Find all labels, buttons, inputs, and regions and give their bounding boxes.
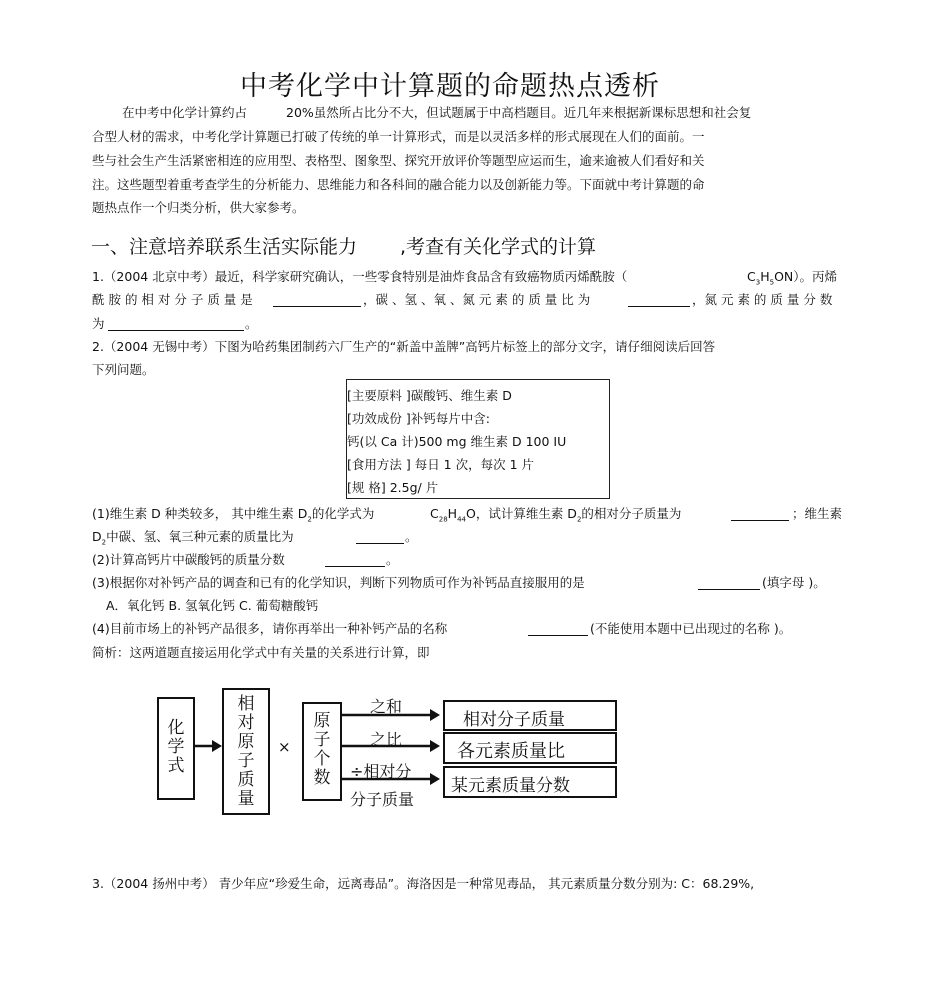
section-heading-part: 一、注意培养联系生活实际能力 [91, 236, 358, 258]
q2-text: (填字母 )。 [762, 575, 826, 590]
q2-text: 。 [386, 552, 399, 567]
intro-line: 20%虽然所占比分不大，但试题属于中高档题目。近几年来根据新课标思想和社会复 [286, 105, 752, 120]
atom-count-box [302, 702, 342, 801]
box-label: 原子个数 [313, 711, 331, 788]
q2-sub4: (4)目前市场上的补钙产品很多，请你再举出一种补钙产品的名称 [92, 621, 448, 636]
q2-sub3: (3)根据你对补钙产品的调查和已有的化学知识，判断下列物质可作为补钙品直接服用的是 [92, 575, 585, 590]
q1-text: 1.（2004 北京中考）最近，科学家研究确认，一些零食特别是油炸食品含有致癌物质丙烯酰胺（ [92, 269, 628, 284]
question-3: 3.（2004 扬州中考） 青少年应“珍爱生命，远离毒品”。海洛因是一种常见毒品， 其元素质量分数分别为: C：68.29%, [92, 876, 755, 891]
q1-text: ，碳 、氢 、氧 、氮 元 素 的 质 量 比 为 [363, 292, 591, 307]
chemical-formula-box [157, 697, 195, 800]
q2-formula: $C_{28}H_{44}O$，试计算维生素 $D_2$的相对分子质量为 [430, 506, 682, 524]
intro-line: 些与社会生产生活紧密相连的应用型、表格型、图象型、探究开放评价等题型应运而生，逾来逾被人们看好和关 [92, 153, 705, 168]
label-line: 钙(以 Ca 计)500 mg 维生素 D 100 IU [347, 434, 567, 449]
q2-text: ；维生素 [792, 506, 843, 521]
intro-line: 合型人材的需求，中考化学计算题已打破了传统的单一计算形式，而是以灵活多样的形式展现在人们的面前。一 [92, 129, 705, 144]
q2-options: A．氧化钙 B. 氢氧化钙 C. 葡萄糖酸钙 [106, 598, 319, 613]
q2-text: 2.（2004 无锡中考）下图为哈药集团制药六厂生产的“新盖中盖牌”高钙片标签上的部分文字，请仔细阅读后回答 [92, 339, 716, 354]
q2-text: (不能使用本题中已出现过的名称 )。 [590, 621, 792, 636]
relative-molecular-mass-box [443, 700, 617, 731]
arrow-label: 分子质量 [350, 790, 415, 809]
label-line: [规 格] 2.5g/ 片 [347, 480, 439, 495]
relative-atomic-mass-box [222, 688, 270, 815]
label-line: [主要原料 ]碳酸钙、维生素 D [347, 388, 512, 403]
box-label: 各元素质量比 [457, 741, 565, 762]
box-label: 相对原子质量 [237, 694, 255, 809]
intro-line: 题热点作一个归类分析，供大家参考。 [92, 200, 305, 215]
q2-text: 下列问题。 [92, 362, 155, 377]
box-label: 某元素质量分数 [451, 776, 570, 796]
label-line: [功效成份 ]补钙每片中含: [347, 411, 490, 426]
q2-sub2: (2)计算高钙片中碳酸钙的质量分数 [92, 552, 285, 567]
arrow-label: 之比 [370, 730, 403, 749]
box-label: 化学式 [167, 718, 185, 776]
label-line: [食用方法 ] 每日 1 次，每次 1 片 [347, 457, 535, 472]
intro-line: 注。这些题型着重考查学生的分析能力、思维能力和各科间的融合能力以及创新能力等。下面就中考计算题的命 [92, 177, 705, 192]
arrow-label: 之和 [370, 697, 403, 716]
q2-text: 。 [405, 529, 418, 544]
q1-formula: $C_3H_5ON$）。丙烯 [747, 269, 838, 287]
element-mass-fraction-box [443, 766, 617, 798]
q1-text: ，氮 元 素 的 质 量 分 数 [692, 292, 833, 307]
multiply-sign: × [278, 738, 291, 756]
intro-line: 在中考中化学计算约占 [122, 105, 248, 120]
element-mass-ratio-box [443, 732, 617, 764]
q1-text: 。 [245, 316, 258, 331]
section-heading-part: ,考查有关化学式的计算 [400, 236, 597, 258]
analysis-text: 简析：这两道题直接运用化学式中有关量的关系进行计算，即 [92, 645, 430, 660]
q1-text: 酰 胺 的 相 对 分 子 质 量 是 [92, 292, 253, 307]
q2-sub1: (1)维生素 D 种类较多， 其中维生素 $D_2$的化学式为 [92, 506, 375, 524]
page-title: 中考化学中计算题的命题热点透析 [240, 71, 660, 102]
q1-text: 为 [92, 316, 105, 331]
box-label: 相对分子质量 [463, 710, 565, 730]
arrow-label: ÷相对分 [350, 762, 412, 781]
q2-text: $D_2$中碳、氢、氧三种元素的质量比为 [92, 529, 294, 547]
